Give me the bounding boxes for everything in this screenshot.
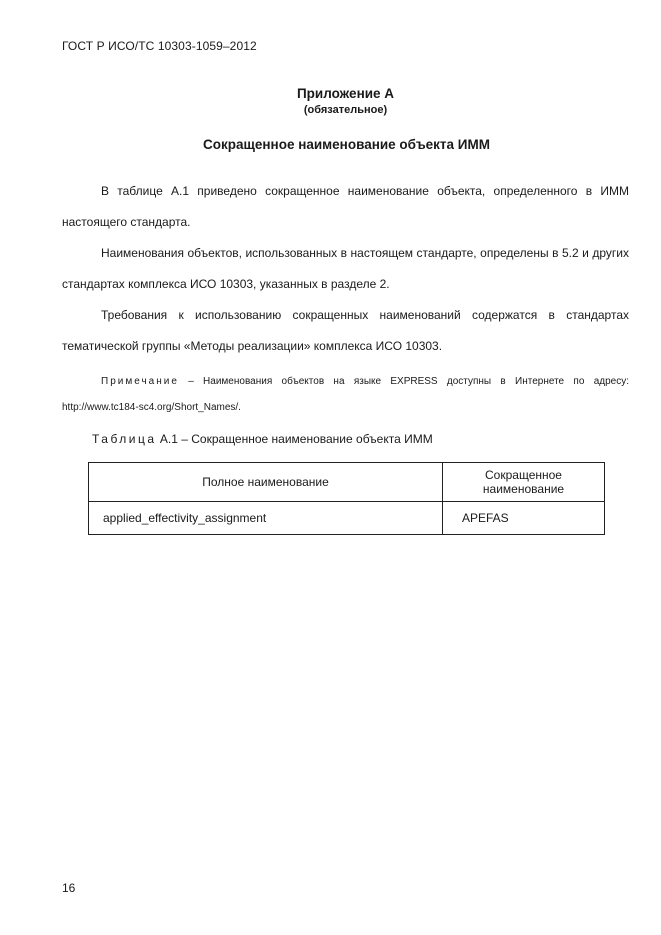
table-row <box>89 502 605 535</box>
column-header-full-name: Полное наименование <box>89 463 443 502</box>
note-label: Примечание <box>101 376 179 387</box>
paragraph-text: В таблице А.1 приведено сокращенное наименование объекта, определенного в ИММ настоящего стандарта. <box>62 184 629 229</box>
paragraph <box>62 176 629 238</box>
paragraph-text: Наименования объектов, использованных в настоящем стандарте, определены в 5.2 и других стандартах комплекса ИСО 10303, указанных в разделе 2. <box>62 246 629 291</box>
table-caption-text: А.1 – Сокращенное наименование объекта ИММ <box>156 432 433 446</box>
section-title: Сокращенное наименование объекта ИММ <box>203 137 490 152</box>
table-caption-label: Таблица <box>92 432 157 446</box>
cell-short-name: APEFAS <box>443 502 605 535</box>
appendix-status: (обязательное) <box>303 104 388 116</box>
appendix-title: Приложение А <box>296 86 395 101</box>
note <box>62 369 629 421</box>
abbreviation-table <box>88 462 605 535</box>
table-header-row <box>89 463 605 502</box>
cell-full-name: applied_effectivity_assignment <box>89 502 443 535</box>
table-caption <box>92 432 433 446</box>
page-number: 16 <box>62 881 76 895</box>
paragraph-text: Требования к использованию сокращенных наименований содержатся в стандартах тематической группы «Методы реализации» комплекса ИСО 10303. <box>62 308 629 353</box>
document-header: ГОСТ Р ИСО/ТС 10303-1059–2012 <box>62 39 257 53</box>
paragraph <box>62 238 629 300</box>
appendix-heading <box>0 86 661 116</box>
column-header-short-name: Сокращенное наименование <box>443 463 605 502</box>
paragraph <box>62 300 629 362</box>
note-text: – Наименования объектов на языке EXPRESS доступны в Интернете по адресу: http://www.tc184-sc4.org/Short_Names/. <box>62 376 629 413</box>
